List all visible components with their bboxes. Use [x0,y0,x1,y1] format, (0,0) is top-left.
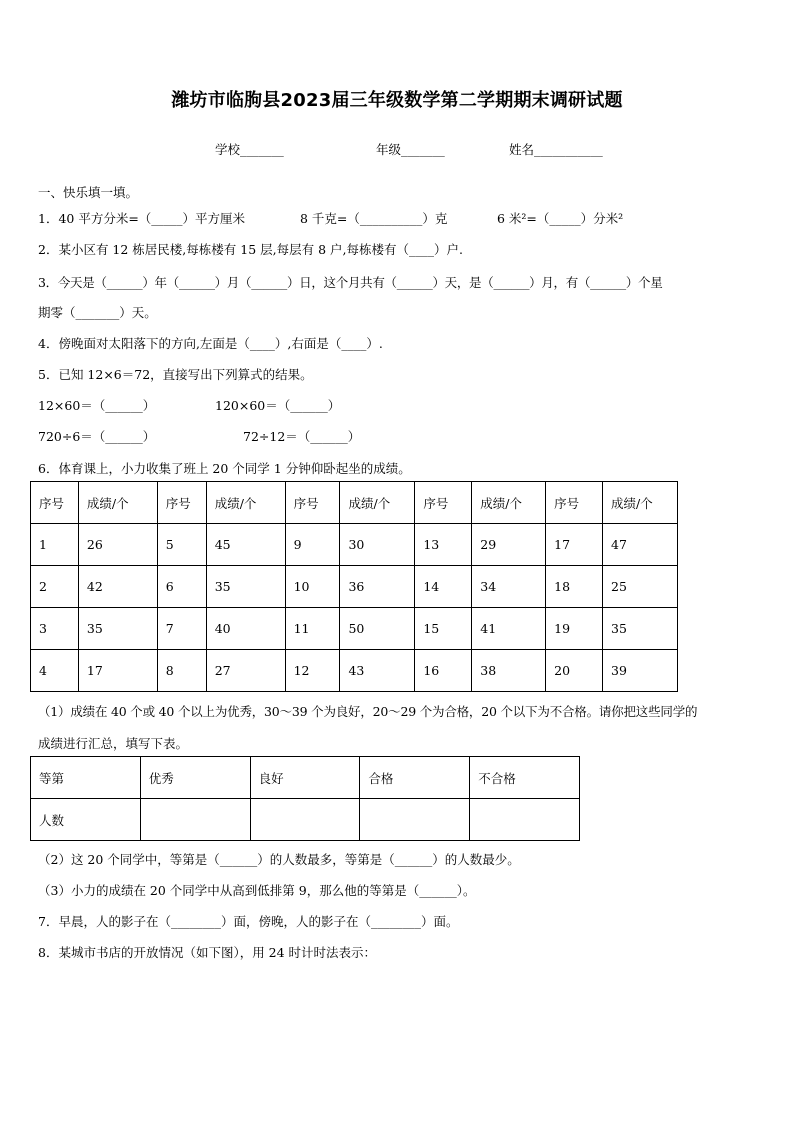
table-cell: 34 [472,566,546,608]
table-cell: 20 [546,650,603,692]
table-cell: 17 [78,650,157,692]
question-6-sub1-line1: （1）成绩在 40 个或 40 个以上为优秀，30～39 个为良好，20～29 个为合格，20 个以下为不合格。请你把这些同学的 [38,704,698,719]
table-cell: 11 [285,608,340,650]
table-cell: 25 [603,566,678,608]
table-cell: 14 [415,566,472,608]
table-cell: 47 [603,524,678,566]
table-cell: 合格 [360,757,470,799]
question-1a: 1．40 平方分米=（_____）平方厘米 [38,211,246,226]
table-cell: 成绩/个 [206,482,285,524]
table-cell: 15 [415,608,472,650]
summary-count-row [31,799,580,841]
question-3-line2: 期零（_______）天。 [38,305,157,320]
table-cell: 19 [546,608,603,650]
answer-cell [360,799,470,841]
table-row [31,650,678,692]
table-cell: 1 [31,524,79,566]
table-cell: 35 [603,608,678,650]
question-6-sub1-line2: 成绩进行汇总，填写下表。 [38,736,189,751]
answer-cell [140,799,250,841]
table-cell: 50 [340,608,415,650]
table-cell: 9 [285,524,340,566]
question-3-line1: 3．今天是（______）年（______）月（______）日，这个月共有（______）天，是（______）月，有（______）个星 [38,275,663,290]
summary-header-row [31,757,580,799]
question-5-expr3: 720÷6＝（______） [38,429,156,444]
table-cell: 27 [206,650,285,692]
table-cell: 成绩/个 [78,482,157,524]
question-4: 4．傍晚面对太阳落下的方向,左面是（____）,右面是（____）. [38,336,383,351]
table-cell: 2 [31,566,79,608]
table-cell: 序号 [415,482,472,524]
page-title: 潍坊市临朐县2023届三年级数学第二学期期末调研试题 [171,90,623,111]
table-cell: 4 [31,650,79,692]
question-7: 7．早晨，人的影子在（________）面，傍晚，人的影子在（________）面。 [38,914,459,929]
table-cell: 3 [31,608,79,650]
answer-cell [470,799,580,841]
question-2: 2．某小区有 12 栋居民楼,每栋楼有 15 层,每层有 8 户,每栋楼有（____）户. [38,242,463,257]
question-5-stem: 5．已知 12×6＝72，直接写出下列算式的结果。 [38,367,313,382]
summary-table [30,756,580,841]
table-cell: 18 [546,566,603,608]
section1-heading: 一、快乐填一填。 [38,185,139,200]
table-cell: 43 [340,650,415,692]
table-cell: 12 [285,650,340,692]
table-cell: 40 [206,608,285,650]
question-6-sub3: （3）小力的成绩在 20 个同学中从高到低排第 9，那么他的等第是（______）。 [38,883,476,898]
table-cell: 17 [546,524,603,566]
table-cell: 30 [340,524,415,566]
table-header-row [31,482,678,524]
question-1b: 8 千克=（__________）克 [300,211,448,226]
table-cell: 35 [206,566,285,608]
scores-table [30,481,678,692]
table-cell: 人数 [31,799,141,841]
table-cell: 序号 [285,482,340,524]
table-cell: 35 [78,608,157,650]
table-cell: 39 [603,650,678,692]
answer-cell [250,799,360,841]
question-8: 8．某城市书店的开放情况（如下图），用 24 时计时法表示： [38,945,377,960]
table-cell: 序号 [31,482,79,524]
question-6-stem: 6．体育课上，小力收集了班上 20 个同学 1 分钟仰卧起坐的成绩。 [38,461,411,476]
table-cell: 序号 [546,482,603,524]
table-cell: 不合格 [470,757,580,799]
table-row [31,566,678,608]
table-cell: 5 [157,524,206,566]
question-1c: 6 米²=（_____）分米² [497,211,624,226]
table-row [31,524,678,566]
table-cell: 38 [472,650,546,692]
table-cell: 26 [78,524,157,566]
table-cell: 16 [415,650,472,692]
table-cell: 42 [78,566,157,608]
grade-field: 年级_______ [376,142,445,157]
table-cell: 10 [285,566,340,608]
question-5-expr4: 72÷12＝（______） [243,429,361,444]
table-cell: 41 [472,608,546,650]
table-cell: 13 [415,524,472,566]
table-cell: 序号 [157,482,206,524]
table-cell: 成绩/个 [340,482,415,524]
table-row [31,608,678,650]
table-cell: 45 [206,524,285,566]
question-5-expr2: 120×60＝（______） [215,398,341,413]
question-5-expr1: 12×60＝（______） [38,398,156,413]
table-cell: 36 [340,566,415,608]
table-cell: 29 [472,524,546,566]
school-field: 学校_______ [215,142,284,157]
table-cell: 等第 [31,757,141,799]
question-6-sub2: （2）这 20 个同学中，等第是（______）的人数最多，等第是（______）的人数最少。 [38,852,520,867]
table-cell: 8 [157,650,206,692]
table-cell: 6 [157,566,206,608]
name-field: 姓名___________ [509,142,603,157]
table-cell: 优秀 [140,757,250,799]
table-cell: 成绩/个 [603,482,678,524]
table-cell: 7 [157,608,206,650]
table-cell: 良好 [250,757,360,799]
table-cell: 成绩/个 [472,482,546,524]
